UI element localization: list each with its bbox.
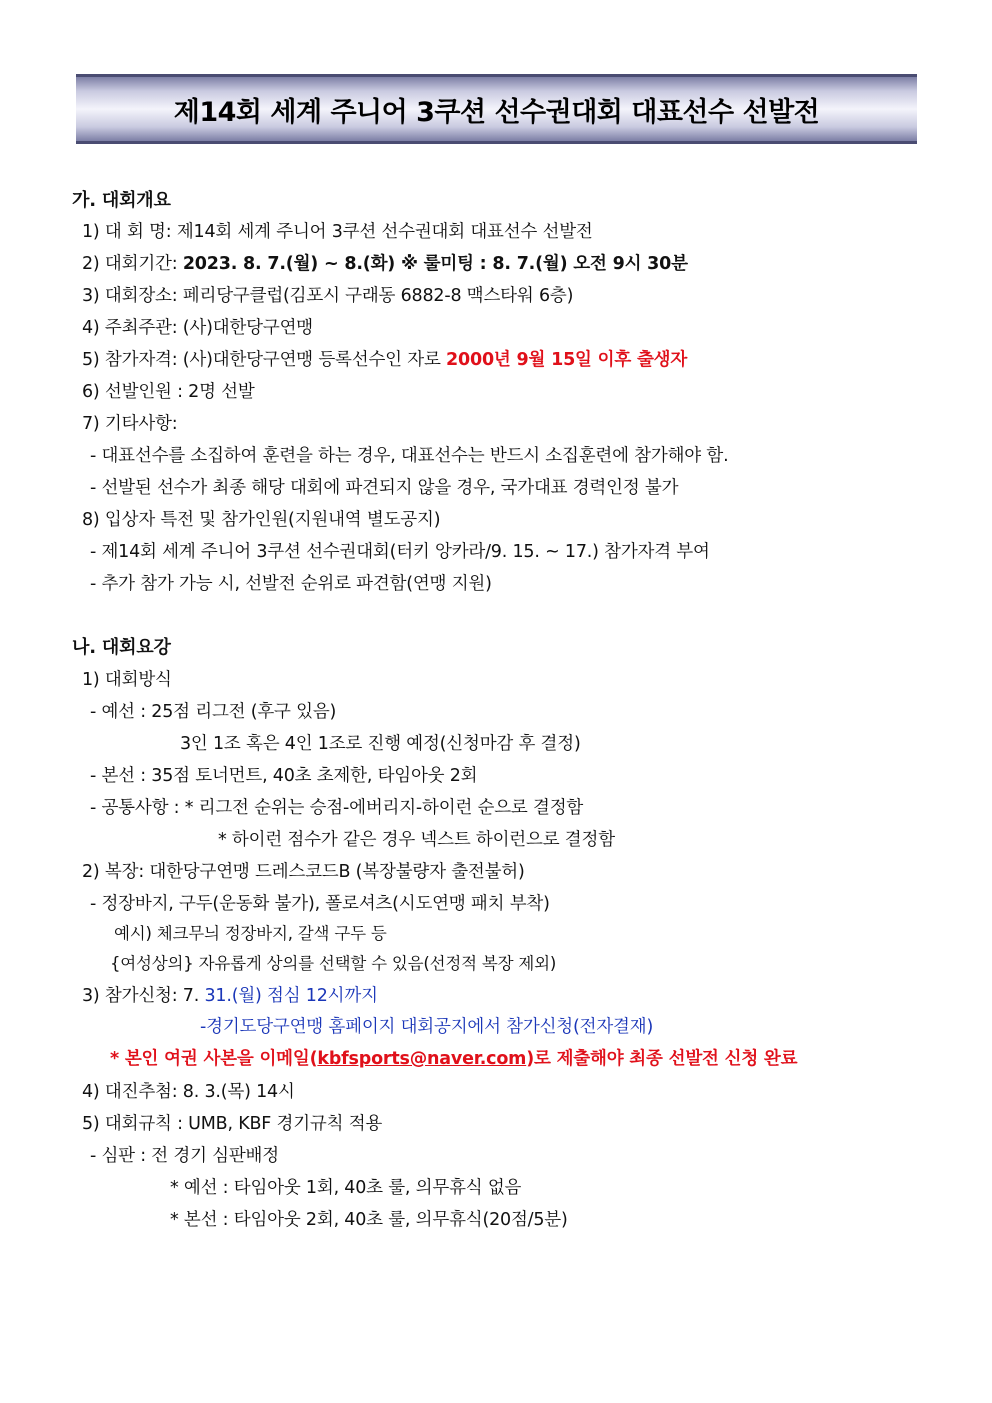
event-host-line: 4) 주최주관: (사)대한당구연맹 (82, 318, 313, 338)
page-title: 제14회 세계 주니어 3쿠션 선수권대회 대표선수 선발전 (173, 96, 820, 128)
contact-email[interactable]: kbfsports@naver.com (317, 1049, 527, 1069)
prelim-detail-line: 3인 1조 혹은 4인 1조로 진행 예정(신청마감 후 결정) (180, 734, 581, 754)
passport-notice-start: * 본인 여권 사본을 이메일( (110, 1049, 318, 1069)
event-venue-line: 3) 대회장소: 페리당구클럽(김포시 구래동 6882-8 맥스타워 6층) (82, 286, 574, 306)
referee-line: - 심판 : 전 경기 심판배정 (90, 1146, 279, 1166)
selection-count-line: 6) 선발인원 : 2명 선발 (82, 382, 255, 402)
etc-item-1: - 대표선수를 소집하여 훈련을 하는 경우, 대표선수는 반드시 소집훈련에 참가해야 함. (90, 446, 729, 466)
section-heading-overview: 가. 대회개요 (72, 190, 171, 211)
title-banner (76, 74, 917, 144)
dress-item-1: - 정장바지, 구두(운동화 불가), 폴로셔츠(시도연맹 패치 부착) (90, 894, 550, 914)
qualification-line (82, 348, 687, 372)
qualification-birthdate: 2000년 9월 15일 이후 출생자 (446, 350, 688, 370)
common-rule-line-2: * 하이런 점수가 같은 경우 넥스트 하이런으로 결정함 (218, 830, 615, 850)
event-period-label: 2) 대회기간: (82, 254, 183, 274)
common-rule-line: - 공통사항 : * 리그전 순위는 승점-에버리지-하이런 순으로 결정함 (90, 798, 584, 818)
rules-line: 5) 대회규칙 : UMB, KBF 경기규칙 적용 (82, 1114, 383, 1134)
passport-notice (110, 1047, 797, 1071)
etc-item-2: - 선발된 선수가 최종 해당 대회에 파견되지 않을 경우, 국가대표 경력인정 불가 (90, 478, 679, 498)
apply-method: -경기도당구연맹 홈페이지 대회공지에서 참가신청(전자결재) (200, 1017, 654, 1037)
prelim-line: - 예선 : 25점 리그전 (후구 있음) (90, 702, 337, 722)
apply-deadline: 31.(월) 점심 12시까지 (204, 986, 378, 1006)
section-heading-guidelines: 나. 대회요강 (72, 637, 171, 658)
benefit-item-1: - 제14회 세계 주니어 3쿠션 선수권대회(터키 앙카라/9. 15. ~ 17.) 참가자격 부여 (90, 542, 710, 562)
dress-women: {여성상의} 자유롭게 상의를 선택할 수 있음(선정적 복장 제외) (110, 954, 557, 973)
draw-line: 4) 대진추첨: 8. 3.(목) 14시 (82, 1082, 295, 1102)
method-heading: 1) 대회방식 (82, 670, 172, 690)
dress-heading: 2) 복장: 대한당구연맹 드레스코드B (복장불량자 출전불허) (82, 862, 525, 882)
passport-notice-end: )로 제출해야 최종 선발전 신청 완료 (526, 1049, 798, 1069)
qualification-label: 5) 참가자격: (사)대한당구연맹 등록선수인 자로 (82, 350, 447, 370)
apply-label: 3) 참가신청: 7. (82, 986, 205, 1006)
event-name-label: 1) 대 회 명: (82, 222, 177, 242)
event-name-line (82, 220, 593, 244)
main-round-line: - 본선 : 35점 토너먼트, 40초 초제한, 타임아웃 2회 (90, 766, 478, 786)
event-period-value: 2023. 8. 7.(월) ~ 8.(화) ※ 룰미팅 : 8. 7.(월) 오전 9시 30분 (182, 254, 688, 274)
dress-example: 예시) 체크무늬 정장바지, 갈색 구두 등 (114, 924, 387, 943)
etc-heading: 7) 기타사항: (82, 414, 178, 434)
benefit-heading: 8) 입상자 특전 및 참가인원(지원내역 별도공지) (82, 510, 441, 530)
event-period-line (82, 252, 688, 276)
apply-line (82, 984, 378, 1008)
referee-main-line: * 본선 : 타임아웃 2회, 40초 룰, 의무휴식(20점/5분) (170, 1210, 568, 1230)
event-name-value: 제14회 세계 주니어 3쿠션 선수권대회 대표선수 선발전 (176, 222, 593, 242)
referee-prelim-line: * 예선 : 타임아웃 1회, 40초 룰, 의무휴식 없음 (170, 1178, 522, 1198)
benefit-item-2: - 추가 참가 가능 시, 선발전 순위로 파견함(연맹 지원) (90, 574, 492, 594)
